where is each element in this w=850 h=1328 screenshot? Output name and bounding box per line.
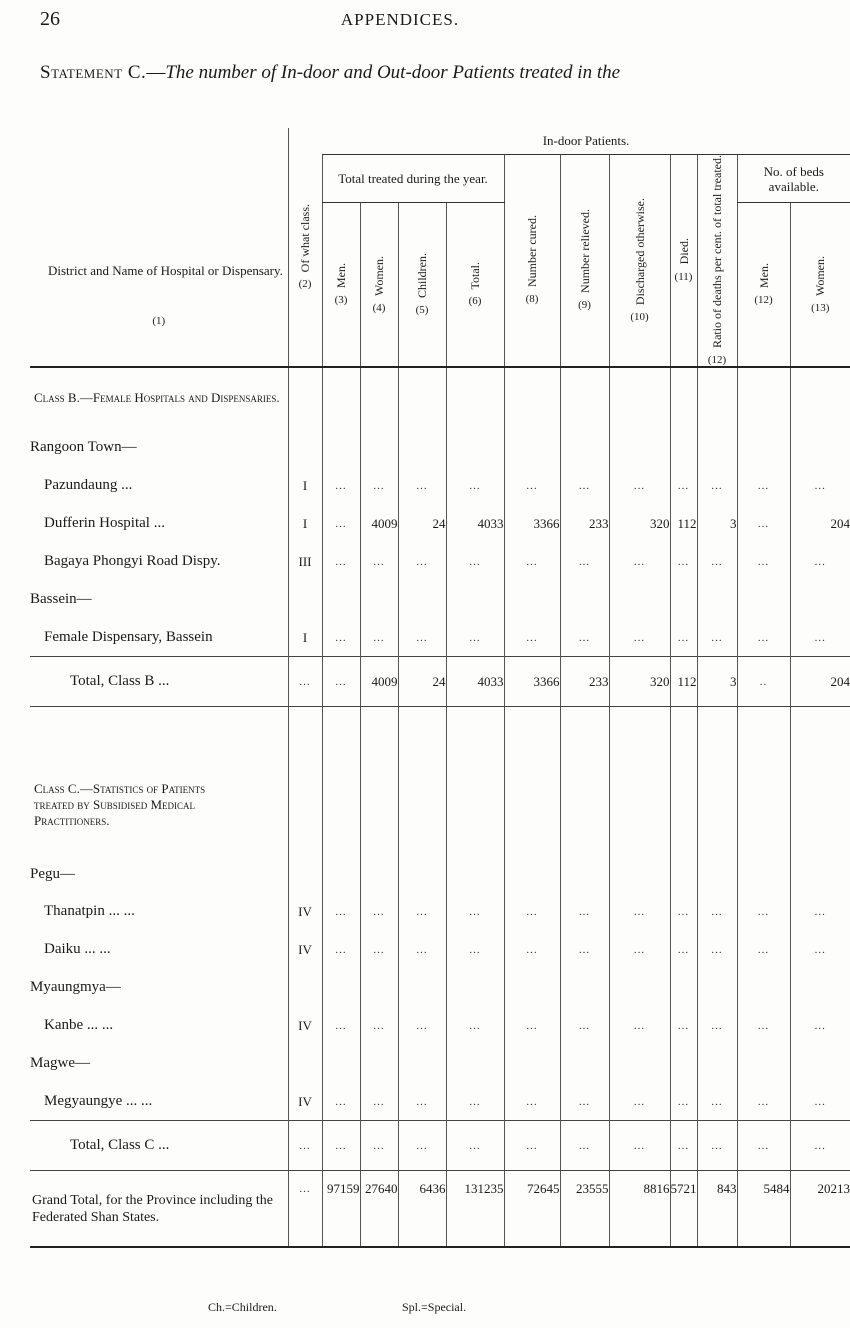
empty-cell: ... — [560, 1007, 609, 1045]
empty-cell: ... — [446, 619, 504, 657]
row-label: Female Dispensary, Bassein — [44, 629, 213, 646]
empty-cell: ... — [609, 1121, 670, 1171]
blank-cell — [790, 969, 850, 1007]
empty-cell: ... — [737, 1121, 790, 1171]
column-number: (13) — [811, 301, 830, 314]
column-number: (11) — [674, 270, 693, 283]
blank-cell — [697, 581, 737, 619]
cured-cell: 72645 — [504, 1171, 560, 1247]
blank-cell — [360, 581, 398, 619]
table-row — [30, 543, 850, 581]
empty-cell: ... — [504, 893, 560, 931]
ratio-header: Ratio of deaths per cent. of total treated. (12) — [697, 155, 737, 367]
discharged-cell: 320 — [609, 657, 670, 707]
blank-cell — [560, 429, 609, 467]
empty-cell: ... — [446, 893, 504, 931]
table-row — [30, 931, 850, 969]
blank-cell — [288, 707, 322, 857]
row-label: Bagaya Phongyi Road Dispy. — [44, 553, 221, 570]
row-label: Dufferin Hospital ... — [44, 515, 165, 532]
empty-cell: ... — [697, 1083, 737, 1121]
empty-cell: ... — [790, 543, 850, 581]
empty-cell: ... — [790, 467, 850, 505]
blank-cell — [288, 581, 322, 619]
empty-cell: ... — [446, 543, 504, 581]
beds-women-cell: 20213 — [790, 1171, 850, 1247]
ratio-cell: 843 — [697, 1171, 737, 1247]
empty-cell: ... — [609, 1007, 670, 1045]
column-number: (2) — [298, 278, 312, 291]
blank-cell — [697, 429, 737, 467]
empty-cell: ... — [322, 1121, 360, 1171]
row-label: Total, Class C ... — [30, 1121, 288, 1171]
empty-cell: ... — [360, 467, 398, 505]
empty-cell: ... — [398, 931, 446, 969]
blank-cell — [504, 1045, 560, 1083]
beds-women-cell: 204 — [790, 505, 850, 543]
empty-cell: ... — [790, 893, 850, 931]
empty-cell: ... — [322, 505, 360, 543]
empty-cell: ... — [670, 543, 697, 581]
column-number: (6) — [468, 295, 482, 308]
empty-cell: ... — [670, 1121, 697, 1171]
statement-label: Statement C. — [40, 62, 147, 83]
total-treated-header: Total treated during the year. — [322, 155, 504, 203]
blank-cell — [446, 707, 504, 857]
blank-cell — [398, 1045, 446, 1083]
row-label: Megyaungye ... ... — [44, 1093, 153, 1110]
class-header: Of what class. (2) — [288, 128, 322, 367]
beds-women-cell: 204 — [790, 657, 850, 707]
relieved-cell: 23555 — [560, 1171, 609, 1247]
blank-cell — [398, 367, 446, 429]
blank-cell — [737, 707, 790, 857]
blank-cell — [560, 581, 609, 619]
row-label: Grand Total, for the Province including the Federated Shan States. — [32, 1192, 273, 1225]
class-cell: III — [288, 543, 322, 581]
empty-cell: ... — [360, 1007, 398, 1045]
blank-cell — [504, 969, 560, 1007]
column-number: (12) — [754, 294, 773, 307]
column-number: (5) — [415, 304, 429, 317]
blank-cell — [322, 969, 360, 1007]
blank-cell — [446, 969, 504, 1007]
men-cell: 97159 — [322, 1171, 360, 1247]
blank-cell — [697, 367, 737, 429]
beds-header: No. of beds available. — [737, 155, 850, 203]
children-header: Children. (5) — [398, 203, 446, 367]
blank-cell — [670, 1045, 697, 1083]
empty-cell: ... — [504, 619, 560, 657]
row-label: Pazundaung ... — [44, 477, 133, 494]
empty-cell: ... — [360, 893, 398, 931]
row-label: Total, Class B ... — [30, 657, 288, 707]
blank-cell — [670, 857, 697, 893]
district-heading: Bassein— — [30, 591, 92, 608]
total-cell: 4033 — [446, 657, 504, 707]
empty-cell: ... — [322, 657, 360, 707]
blank-cell — [670, 969, 697, 1007]
empty-cell: ... — [737, 893, 790, 931]
empty-cell: ... — [322, 893, 360, 931]
blank-cell — [609, 581, 670, 619]
empty-cell: ... — [790, 1083, 850, 1121]
women-cell: 27640 — [360, 1171, 398, 1247]
empty-cell: ... — [790, 619, 850, 657]
blank-cell — [737, 581, 790, 619]
empty-cell: ... — [360, 1083, 398, 1121]
row-label: Thanatpin ... ... — [44, 903, 135, 920]
blank-cell — [609, 429, 670, 467]
total-row-class-b — [30, 657, 850, 707]
table-row — [30, 893, 850, 931]
class-cell: I — [288, 505, 322, 543]
women-cell: 4009 — [360, 505, 398, 543]
discharged-cell: 320 — [609, 505, 670, 543]
empty-cell: ... — [504, 1121, 560, 1171]
table-row — [30, 1007, 850, 1045]
blank-cell — [670, 367, 697, 429]
total-cell: 131235 — [446, 1171, 504, 1247]
statement-title — [40, 62, 620, 84]
total-cell: 4033 — [446, 505, 504, 543]
footnote-children: Ch.=Children. — [208, 1300, 277, 1314]
empty-cell: ... — [504, 467, 560, 505]
blank-cell — [398, 969, 446, 1007]
women-cell: 4009 — [360, 657, 398, 707]
blank-cell — [446, 429, 504, 467]
relieved-header: Number relieved. (9) — [560, 155, 609, 367]
empty-cell: ... — [560, 467, 609, 505]
empty-cell: ... — [398, 1121, 446, 1171]
empty-cell: ... — [697, 467, 737, 505]
empty-cell: ... — [697, 893, 737, 931]
blank-cell — [670, 429, 697, 467]
empty-cell: ... — [737, 505, 790, 543]
cured-cell: 3366 — [504, 657, 560, 707]
empty-cell: ... — [560, 893, 609, 931]
blank-cell — [697, 969, 737, 1007]
empty-cell: ... — [398, 619, 446, 657]
blank-cell — [790, 857, 850, 893]
patients-table — [30, 128, 850, 1248]
cured-header: Number cured. (8) — [504, 155, 560, 367]
blank-cell — [446, 857, 504, 893]
empty-cell: ... — [737, 931, 790, 969]
empty-cell: ... — [609, 619, 670, 657]
empty-cell: ... — [446, 467, 504, 505]
empty-cell: ... — [697, 619, 737, 657]
empty-cell: ... — [697, 931, 737, 969]
blank-cell — [360, 707, 398, 857]
blank-cell — [360, 969, 398, 1007]
empty-cell: ... — [670, 1007, 697, 1045]
empty-cell: ... — [360, 543, 398, 581]
blank-cell — [360, 429, 398, 467]
empty-cell: ... — [670, 619, 697, 657]
empty-cell: ... — [398, 543, 446, 581]
empty-cell: ... — [560, 619, 609, 657]
class-cell: IV — [288, 931, 322, 969]
empty-cell: ... — [697, 1007, 737, 1045]
district-heading: Magwe— — [30, 1055, 90, 1072]
blank-cell — [398, 707, 446, 857]
died-header: Died. (11) — [670, 155, 697, 367]
blank-cell — [560, 1045, 609, 1083]
empty-cell: ... — [609, 893, 670, 931]
district-heading: Pegu— — [30, 866, 75, 883]
column-number: (12) — [707, 353, 727, 366]
blank-cell — [504, 857, 560, 893]
blank-cell — [322, 581, 360, 619]
beds-men-cell: .. — [737, 657, 790, 707]
empty-cell: ... — [737, 543, 790, 581]
beds-women-header: Women. (13) — [790, 203, 850, 367]
class-cell: IV — [288, 893, 322, 931]
beds-men-cell: 5484 — [737, 1171, 790, 1247]
blank-cell — [609, 969, 670, 1007]
blank-cell — [697, 857, 737, 893]
blank-cell — [560, 367, 609, 429]
empty-cell: ... — [560, 1121, 609, 1171]
blank-cell — [504, 707, 560, 857]
empty-cell: ... — [322, 619, 360, 657]
empty-cell: ... — [360, 931, 398, 969]
table-row — [30, 1083, 850, 1121]
title-dash: — — [146, 62, 166, 83]
women-header: Women. (4) — [360, 203, 398, 367]
blank-cell — [504, 429, 560, 467]
page-number: 26 — [40, 8, 60, 30]
class-cell: I — [288, 467, 322, 505]
blank-cell — [790, 1045, 850, 1083]
column-number: (4) — [372, 301, 386, 314]
relieved-cell: 233 — [560, 657, 609, 707]
blank-cell — [697, 707, 737, 857]
blank-cell — [670, 581, 697, 619]
table-row — [30, 505, 850, 543]
empty-cell: ... — [322, 543, 360, 581]
children-cell: 24 — [398, 657, 446, 707]
empty-cell: ... — [609, 543, 670, 581]
empty-cell: ... — [790, 1007, 850, 1045]
empty-cell: ... — [322, 1007, 360, 1045]
column-number: (10) — [630, 311, 649, 324]
empty-cell: ... — [288, 1121, 322, 1171]
column-number: (8) — [525, 293, 539, 306]
blank-cell — [560, 969, 609, 1007]
died-cell: 112 — [670, 657, 697, 707]
blank-cell — [288, 969, 322, 1007]
empty-cell: ... — [790, 1121, 850, 1171]
empty-cell: ... — [560, 931, 609, 969]
empty-cell: ... — [398, 1083, 446, 1121]
empty-cell: ... — [446, 931, 504, 969]
discharged-cell: 8816 — [609, 1171, 670, 1247]
blank-cell — [360, 1045, 398, 1083]
section-heading-class-c: Class C.—Statistics of Patients treated by Subsidised Medical Practitioners. — [34, 781, 206, 829]
empty-cell: ... — [670, 467, 697, 505]
empty-cell: ... — [670, 893, 697, 931]
blank-cell — [737, 969, 790, 1007]
empty-cell: ... — [609, 467, 670, 505]
blank-cell — [790, 581, 850, 619]
empty-cell: ... — [609, 931, 670, 969]
discharged-header: Discharged otherwise. (10) — [609, 155, 670, 367]
relieved-cell: 233 — [560, 505, 609, 543]
empty-cell: ... — [446, 1121, 504, 1171]
empty-cell: ... — [398, 893, 446, 931]
class-cell: IV — [288, 1007, 322, 1045]
empty-cell: ... — [446, 1007, 504, 1045]
men-header: Men. (3) — [322, 203, 360, 367]
blank-cell — [504, 581, 560, 619]
empty-cell: ... — [697, 1121, 737, 1171]
empty-cell: ... — [560, 543, 609, 581]
blank-cell — [560, 857, 609, 893]
empty-cell: ... — [609, 1083, 670, 1121]
column-number: (3) — [334, 294, 348, 307]
blank-cell — [446, 581, 504, 619]
blank-cell — [790, 367, 850, 429]
blank-cell — [288, 1045, 322, 1083]
blank-cell — [609, 367, 670, 429]
empty-cell: ... — [360, 1121, 398, 1171]
ratio-cell: 3 — [697, 657, 737, 707]
blank-cell — [398, 581, 446, 619]
empty-cell: ... — [398, 467, 446, 505]
running-head: APPENDICES. — [340, 10, 460, 29]
empty-cell: ... — [288, 1171, 322, 1247]
blank-cell — [446, 1045, 504, 1083]
blank-cell — [790, 707, 850, 857]
empty-cell: ... — [560, 1083, 609, 1121]
blank-cell — [737, 429, 790, 467]
cured-cell: 3366 — [504, 505, 560, 543]
ratio-cell: 3 — [697, 505, 737, 543]
empty-cell: ... — [360, 619, 398, 657]
children-cell: 24 — [398, 505, 446, 543]
empty-cell: ... — [737, 467, 790, 505]
footnote-special: Spl.=Special. — [402, 1300, 467, 1314]
blank-cell — [288, 367, 322, 429]
blank-cell — [504, 367, 560, 429]
empty-cell: ... — [504, 1007, 560, 1045]
empty-cell: ... — [697, 543, 737, 581]
empty-cell: ... — [288, 657, 322, 707]
children-cell: 6436 — [398, 1171, 446, 1247]
empty-cell: ... — [504, 543, 560, 581]
empty-cell: ... — [322, 1083, 360, 1121]
row-label: Daiku ... ... — [44, 941, 111, 958]
blank-cell — [609, 857, 670, 893]
blank-cell — [790, 429, 850, 467]
row-label: Kanbe ... ... — [44, 1017, 114, 1034]
beds-men-header: Men. (12) — [737, 203, 790, 367]
blank-cell — [322, 367, 360, 429]
empty-cell: ... — [737, 1083, 790, 1121]
blank-cell — [398, 429, 446, 467]
empty-cell: ... — [737, 1007, 790, 1045]
blank-cell — [697, 1045, 737, 1083]
blank-cell — [737, 857, 790, 893]
district-heading: Rangoon Town— — [30, 439, 137, 456]
blank-cell — [288, 857, 322, 893]
blank-cell — [670, 707, 697, 857]
blank-cell — [446, 367, 504, 429]
table-row — [30, 467, 850, 505]
empty-cell: ... — [670, 1083, 697, 1121]
blank-cell — [737, 1045, 790, 1083]
empty-cell: ... — [322, 467, 360, 505]
indoor-patients-header: In-door Patients. — [322, 128, 850, 155]
blank-cell — [360, 857, 398, 893]
blank-cell — [609, 1045, 670, 1083]
table-row — [30, 619, 850, 657]
blank-cell — [288, 429, 322, 467]
blank-cell — [322, 1045, 360, 1083]
total-row-class-c — [30, 1121, 850, 1171]
district-header: District and Name of Hospital or Dispensary. (1) — [30, 128, 288, 367]
class-cell: I — [288, 619, 322, 657]
blank-cell — [737, 367, 790, 429]
column-number: (9) — [578, 299, 591, 312]
died-cell: 5721 — [670, 1171, 697, 1247]
total-header: Total. (6) — [446, 203, 504, 367]
column-number: (1) — [152, 314, 166, 327]
blank-cell — [322, 857, 360, 893]
class-cell: IV — [288, 1083, 322, 1121]
grand-total-row — [30, 1171, 850, 1247]
empty-cell: ... — [446, 1083, 504, 1121]
blank-cell — [360, 367, 398, 429]
empty-cell: ... — [670, 931, 697, 969]
blank-cell — [398, 857, 446, 893]
empty-cell: ... — [790, 931, 850, 969]
empty-cell: ... — [322, 931, 360, 969]
blank-cell — [322, 707, 360, 857]
empty-cell: ... — [504, 1083, 560, 1121]
section-heading-class-b: Class B.—Female Hospitals and Dispensaries. — [34, 390, 280, 406]
blank-cell — [560, 707, 609, 857]
died-cell: 112 — [670, 505, 697, 543]
district-heading: Myaungmya— — [30, 979, 121, 996]
empty-cell: ... — [504, 931, 560, 969]
empty-cell: ... — [737, 619, 790, 657]
blank-cell — [322, 429, 360, 467]
statement-caption: The number of In-door and Out-door Patients treated in the — [165, 62, 621, 83]
blank-cell — [609, 707, 670, 857]
empty-cell: ... — [398, 1007, 446, 1045]
